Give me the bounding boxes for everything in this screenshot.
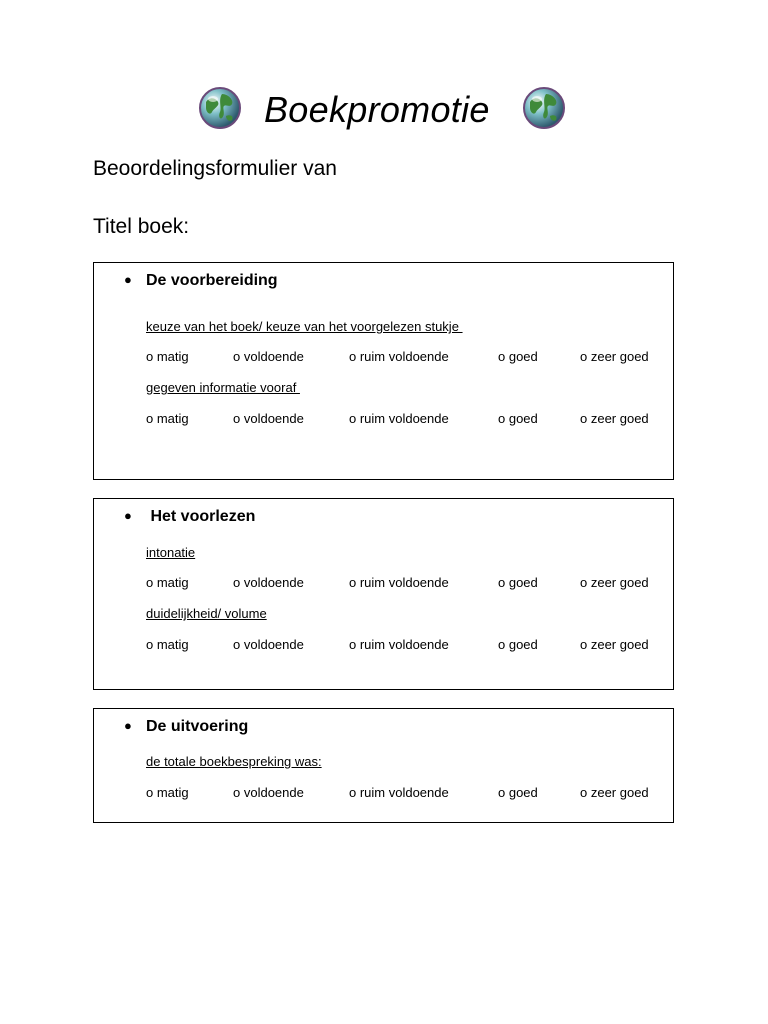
globe-icon — [198, 86, 242, 130]
option-matig[interactable]: o matig — [146, 411, 189, 426]
option-zeer-goed[interactable]: o zeer goed — [580, 349, 649, 364]
option-goed[interactable]: o goed — [498, 575, 538, 590]
rating-options — [146, 785, 666, 801]
option-matig[interactable]: o matig — [146, 637, 189, 652]
option-matig[interactable]: o matig — [146, 785, 189, 800]
section-voorbereiding — [93, 262, 674, 480]
option-matig[interactable]: o matig — [146, 575, 189, 590]
section-uitvoering — [93, 708, 674, 823]
book-title-label: Titel boek: — [93, 215, 190, 238]
option-zeer-goed[interactable]: o zeer goed — [580, 637, 649, 652]
title-row — [0, 82, 768, 138]
option-voldoende[interactable]: o voldoende — [233, 349, 304, 364]
section-heading: ● De uitvoering — [124, 718, 249, 735]
option-goed[interactable]: o goed — [498, 349, 538, 364]
option-goed[interactable]: o goed — [498, 785, 538, 800]
section-voorlezen — [93, 498, 674, 690]
option-voldoende[interactable]: o voldoende — [233, 785, 304, 800]
bullet-icon: ● — [124, 718, 132, 733]
globe-icon — [522, 86, 566, 130]
criterion-label: duidelijkheid/ volume — [146, 606, 267, 621]
criterion-label: intonatie — [146, 545, 196, 560]
form-subtitle: Beoordelingsformulier van — [93, 157, 337, 180]
page-title: Boekpromotie — [264, 89, 490, 130]
criterion-label: keuze van het boek/ keuze van het voorgelezen stukje — [146, 319, 463, 334]
criterion-label: de totale boekbespreking was: — [146, 754, 322, 769]
option-zeer-goed[interactable]: o zeer goed — [580, 785, 649, 800]
option-goed[interactable]: o goed — [498, 411, 538, 426]
option-ruim-voldoende[interactable]: o ruim voldoende — [349, 637, 449, 652]
bullet-icon: ● — [124, 272, 132, 287]
rating-options — [146, 411, 666, 427]
option-ruim-voldoende[interactable]: o ruim voldoende — [349, 575, 449, 590]
bullet-icon: ● — [124, 508, 132, 523]
option-zeer-goed[interactable]: o zeer goed — [580, 411, 649, 426]
option-ruim-voldoende[interactable]: o ruim voldoende — [349, 411, 449, 426]
option-voldoende[interactable]: o voldoende — [233, 575, 304, 590]
section-heading: ● Het voorlezen — [124, 508, 256, 525]
option-goed[interactable]: o goed — [498, 637, 538, 652]
rating-options — [146, 637, 666, 653]
option-voldoende[interactable]: o voldoende — [233, 411, 304, 426]
rating-options — [146, 349, 666, 365]
option-ruim-voldoende[interactable]: o ruim voldoende — [349, 785, 449, 800]
option-matig[interactable]: o matig — [146, 349, 189, 364]
option-ruim-voldoende[interactable]: o ruim voldoende — [349, 349, 449, 364]
rating-options — [146, 575, 666, 591]
option-zeer-goed[interactable]: o zeer goed — [580, 575, 649, 590]
section-heading: ● De voorbereiding — [124, 272, 278, 289]
option-voldoende[interactable]: o voldoende — [233, 637, 304, 652]
criterion-label: gegeven informatie vooraf — [146, 380, 300, 395]
